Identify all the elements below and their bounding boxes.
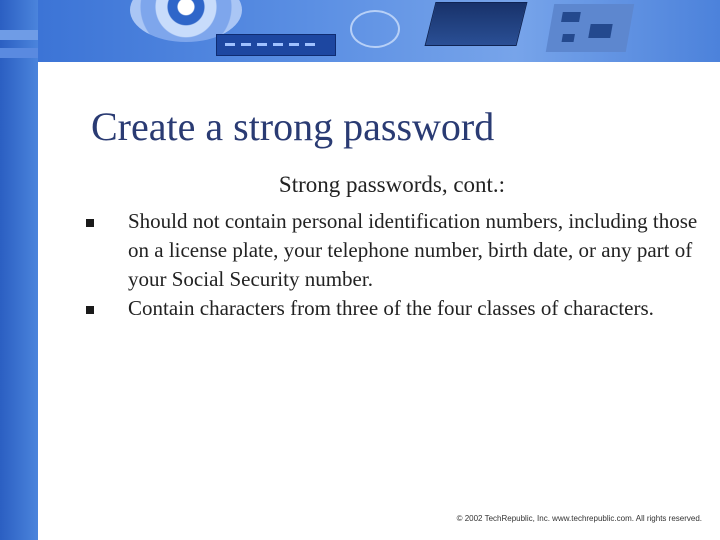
laptop-icon — [425, 2, 528, 46]
board-chip — [562, 34, 575, 42]
device-led — [305, 43, 315, 46]
board-chip — [588, 24, 612, 38]
network-device-icon — [216, 34, 336, 56]
device-led — [289, 43, 299, 46]
bullet-text: Should not contain personal identification numbers, including those on a license plate, your telephone number, birth date, or any part of your Social Security number. — [128, 209, 698, 291]
cable-icon — [350, 10, 400, 48]
square-bullet-icon — [86, 306, 94, 314]
header-banner — [38, 0, 720, 62]
copyright-footer: © 2002 TechRepublic, Inc. www.techrepublic.com. All rights reserved. — [456, 514, 702, 523]
bullet-list — [86, 207, 706, 323]
device-led — [225, 43, 235, 46]
board-chip — [561, 12, 581, 22]
bullet-text: Contain characters from three of the four classes of characters. — [128, 296, 654, 320]
decorative-stripe — [0, 48, 38, 58]
device-led — [273, 43, 283, 46]
bullet-item — [86, 294, 706, 323]
decorative-stripe — [0, 30, 38, 40]
slide-subtitle: Strong passwords, cont.: — [278, 172, 506, 197]
square-bullet-icon — [86, 219, 94, 227]
left-decorative-strip — [0, 0, 38, 540]
bullet-item — [86, 207, 706, 294]
device-led — [257, 43, 267, 46]
circuit-board-icon — [546, 4, 634, 52]
slide-title: Create a strong password — [91, 104, 495, 149]
device-led — [241, 43, 251, 46]
